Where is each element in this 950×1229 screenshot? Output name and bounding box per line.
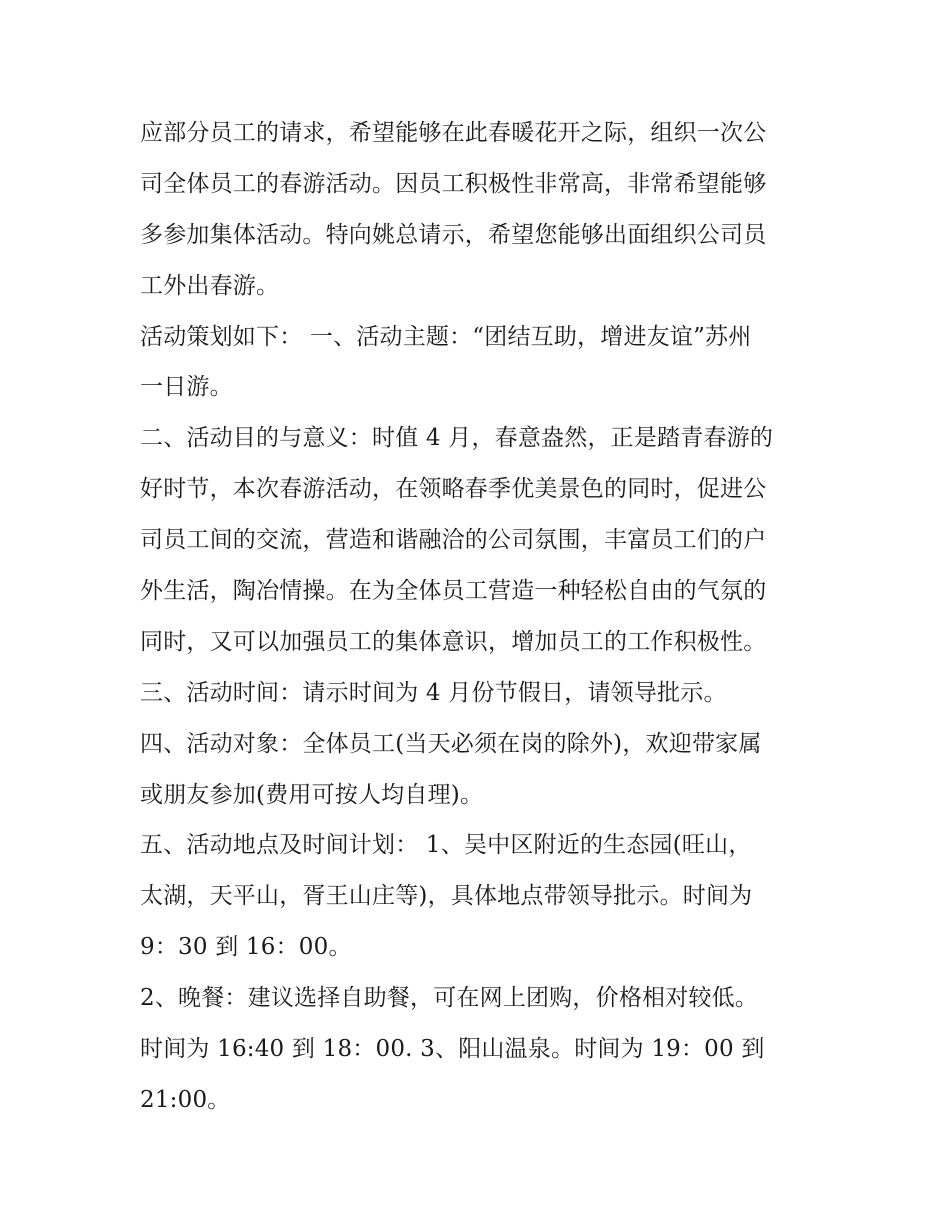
- text-line: 一日游。: [140, 374, 233, 401]
- text-line: 21:00。: [140, 1086, 231, 1113]
- text-line: 外生活，陶冶情操。在为全体员工营造一种轻松自由的气氛的: [140, 578, 767, 605]
- text-line: 应部分员工的请求，希望能够在此春暖花开之际，组织一次公: [140, 120, 767, 146]
- text-line: 三、活动时间：请示时间为 4 月份节假日，请领导批示。: [140, 679, 727, 706]
- text-line: 二、活动目的与意义：时值 4 月，春意盎然，正是踏青春游的: [140, 425, 774, 452]
- document-body: [140, 108, 820, 1126]
- text-line: 或朋友参加(费用可按人均自理)。: [140, 781, 484, 808]
- text-line: 司全体员工的春游活动。因员工积极性非常高，非常希望能够: [140, 170, 767, 197]
- text-line: 五、活动地点及时间计划： 1、吴中区附近的生态园(旺山，: [140, 832, 752, 859]
- text-line: 时间为 16:40 到 18：00. 3、阳山温泉。时间为 19：00 到: [140, 1036, 765, 1063]
- text-line: 9：30 到 16：00。: [140, 934, 352, 961]
- text-line: 活动策划如下： 一、活动主题：“团结互助，增进友谊”苏州: [140, 323, 752, 350]
- text-line: 工外出春游。: [140, 272, 280, 299]
- text-line: 太湖，天平山，胥王山庄等)，具体地点带领导批示。时间为: [140, 883, 753, 910]
- text-line: 好时节，本次春游活动，在领略春季优美景色的同时，促进公: [140, 476, 767, 503]
- text-line: 司员工间的交流，营造和谐融洽的公司氛围，丰富员工们的户: [140, 527, 767, 554]
- text-line: 2、晚餐：建议选择自助餐，可在网上团购，价格相对较低。: [140, 985, 759, 1012]
- text-line: 同时，又可以加强员工的集体意识，增加员工的工作积极性。: [140, 628, 767, 655]
- text-line: 四、活动对象：全体员工(当天必须在岗的除外)，欢迎带家属: [140, 730, 762, 757]
- text-line: 多参加集体活动。特向姚总请示，希望您能够出面组织公司员: [140, 221, 767, 248]
